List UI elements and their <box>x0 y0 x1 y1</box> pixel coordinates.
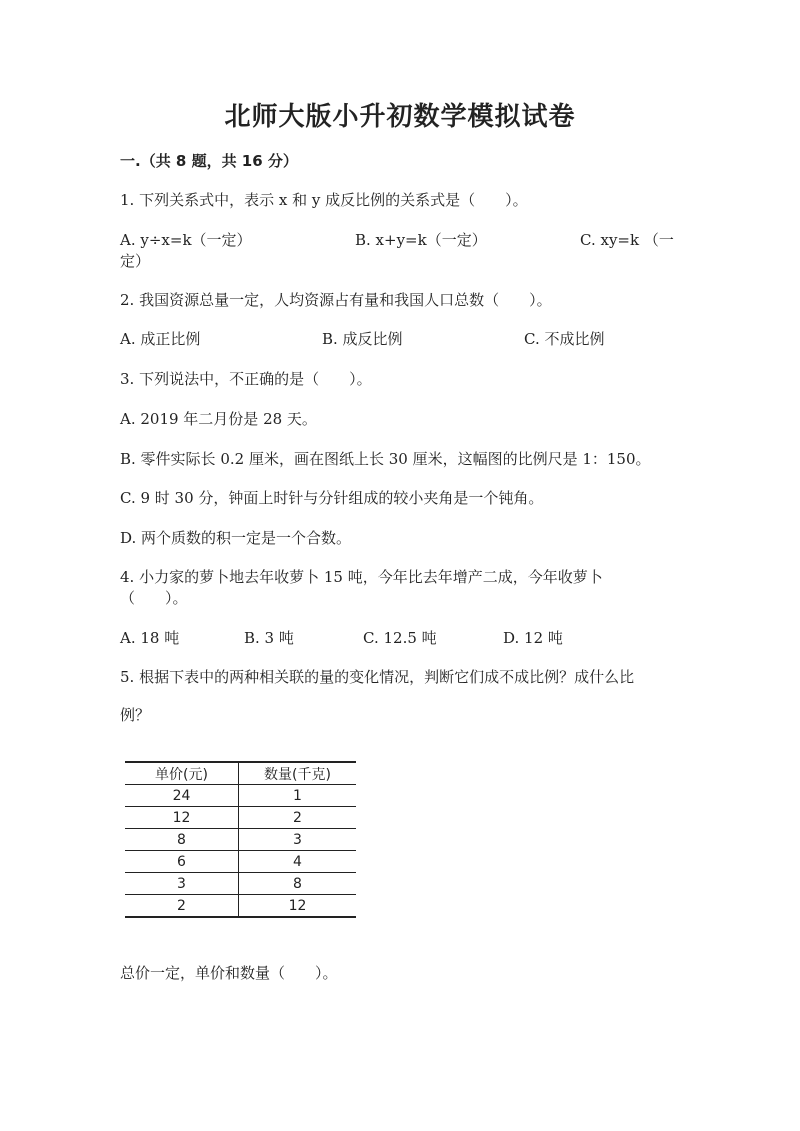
header-quantity: 数量(千克) <box>239 762 357 785</box>
cell-quantity: 12 <box>239 895 357 918</box>
cell-price: 12 <box>125 807 239 829</box>
q5-answer-line: 总价一定，单价和数量（ ）。 <box>120 964 338 982</box>
cell-price: 24 <box>125 785 239 807</box>
cell-price: 8 <box>125 829 239 851</box>
q3-option-a: A. 2019 年二月份是 28 天。 <box>120 410 317 428</box>
question-4-stem: 4. 小力家的萝卜地去年收萝卜 15 吨，今年比去年增产二成，今年收萝卜 <box>120 568 603 586</box>
section-heading: 一.（共 8 题，共 16 分） <box>120 152 298 170</box>
q3-option-b: B. 零件实际长 0.2 厘米，画在图纸上长 30 厘米，这幅图的比例尺是 1：150。 <box>120 450 651 468</box>
cell-quantity: 4 <box>239 851 357 873</box>
table-row <box>125 807 356 829</box>
table-row <box>125 829 356 851</box>
question-2-stem: 2. 我国资源总量一定，人均资源占有量和我国人口总数（ ）。 <box>120 291 552 309</box>
table-row <box>125 851 356 873</box>
cell-price: 6 <box>125 851 239 873</box>
q4-option-c: C. 12.5 吨 <box>363 629 437 647</box>
table-row <box>125 873 356 895</box>
cell-quantity: 2 <box>239 807 357 829</box>
question-3-stem: 3. 下列说法中，不正确的是（ ）。 <box>120 370 372 388</box>
cell-price: 3 <box>125 873 239 895</box>
q1-option-c: C. xy=k （一 <box>580 231 674 249</box>
q3-option-c: C. 9 时 30 分，钟面上时针与分针组成的较小夹角是一个钝角。 <box>120 489 544 507</box>
cell-price: 2 <box>125 895 239 918</box>
question-1-stem: 1. 下列关系式中，表示 x 和 y 成反比例的关系式是（ ）。 <box>120 191 528 209</box>
table-row <box>125 785 356 807</box>
q1-option-a: A. y÷x=k（一定） <box>120 231 252 249</box>
q1-option-c-wrap: 定） <box>120 252 151 270</box>
table-row <box>125 895 356 918</box>
page-title: 北师大版小升初数学模拟试卷 <box>224 102 576 132</box>
cell-quantity: 3 <box>239 829 357 851</box>
q2-option-a: A. 成正比例 <box>120 330 201 348</box>
q4-option-a: A. 18 吨 <box>120 629 180 647</box>
table-header-row <box>125 762 356 785</box>
q3-option-d: D. 两个质数的积一定是一个合数。 <box>120 529 352 547</box>
question-5-stem: 5. 根据下表中的两种相关联的量的变化情况，判断它们成不成比例？成什么比 <box>120 668 635 686</box>
q4-option-b: B. 3 吨 <box>244 629 294 647</box>
cell-quantity: 1 <box>239 785 357 807</box>
q2-option-b: B. 成反比例 <box>322 330 403 348</box>
q1-option-b: B. x+y=k（一定） <box>355 231 487 249</box>
price-quantity-table <box>125 761 356 918</box>
q4-option-d: D. 12 吨 <box>503 629 563 647</box>
cell-quantity: 8 <box>239 873 357 895</box>
question-5-stem-cont: 例？ <box>120 706 151 724</box>
question-4-stem-cont: （ ）。 <box>120 589 188 607</box>
header-unit-price: 单价(元) <box>125 762 239 785</box>
q2-option-c: C. 不成比例 <box>524 330 605 348</box>
